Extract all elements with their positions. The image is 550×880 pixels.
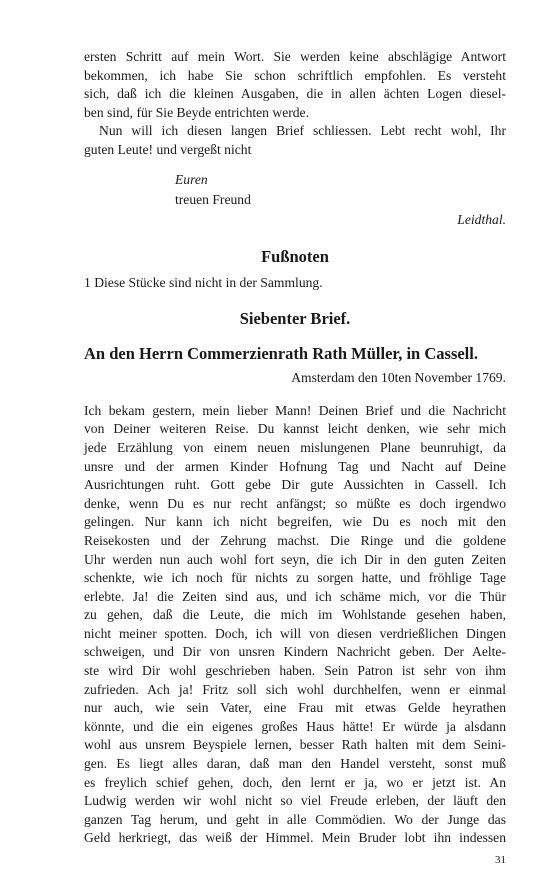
text-line: Nun will ich diesen langen Brief schliessen. Lebt recht wohl, Ihr [99,123,506,139]
text-line: Ich bekam gestern, mein lieber Mann! Deinen Brief und die Nachricht [84,402,506,418]
letter-address: An den Herrn Commerzienrath Rath Müller, in Cassell. [84,344,478,364]
text-line: gelingen. Nur kann ich nicht begreifen, wie Du es noch mit den [84,514,506,530]
footnotes-heading: Fußnoten [261,246,329,266]
text-line: sich, daß ich die kleinen Ausgaben, die in allen ächten Logen diesel- [84,86,506,102]
text-line: es freylich schief gehen, doch, den lernt er ja, wo er jetzt ist. An [84,774,506,790]
letter-title: Siebenter Brief. [239,309,351,329]
text-line: könnte, und die ein eigenes großes Haus hätte! Er würde ja alsdann [84,718,506,734]
text-line: bekommen, ich habe Sie schon schriftlich empfohlen. Es versteht [84,67,506,83]
page-content [84,48,506,848]
closing-signature: Leidthal. [457,211,506,227]
page-number: 31 [495,854,506,866]
text-line: wohl aus unsrem Beyspiele lernen, besser Rath halten mit dem Seini- [84,737,506,753]
letter-paragraph [84,402,506,848]
text-line: Ludwig werden wir wohl nicht so viel Freude erleben, der läuft den [84,793,506,809]
text-line: nur auch, wie sein Vater, eine Frau mit etwas Gelde heyrathen [84,700,506,716]
text-line: ganzen Tag herum, und geht in alle Commödien. Wo der Junge das [84,811,506,827]
letter-closing [84,170,506,230]
text-line: ben sind, für Sie Beyde entrichten werde. [84,104,309,120]
text-line: ste wird Dir wohl geschrieben haben. Sein Patron ist sehr von ihm [84,663,506,679]
text-line: zufrieden. Ach ja! Fritz soll sich wohl durchhelfen, wenn er einmal [84,681,506,697]
text-block [84,122,506,159]
text-line: jede Erzählung von einem neuen mislungenen Plane beunruhigt, da [84,439,506,455]
text-line: zu gehen, daß die Leute, die mich im Wohlstande gesehen haben, [84,607,506,623]
text-line: Ausrichtungen ruht. Gott gebe Dir gute Aussichten in Cassell. Ich [84,477,506,493]
text-line: guten Leute! und vergeßt nicht [84,141,252,157]
text-line: Geld herkriegt, das weiß der Himmel. Mein Bruder lobt ihn indessen [84,830,506,846]
text-line: erlebte. Ja! die Zeiten sind aus, und ich schäme mich, vor die Thür [84,588,506,604]
text-line: ersten Schritt auf mein Wort. Sie werden keine abschlägige Antwort [84,49,506,64]
closing-phrase: treuen Freund [175,191,251,207]
text-line: schweigen, und Dir von unsren Kindern Nachricht geben. Der Aelte- [84,644,506,660]
text-line: unsre und der armen Kinder Hofnung Tag und Nacht auf Deine [84,458,506,474]
text-line: schenkte, wie ich noch für nichts zu sorgen hatte, und fröhlige Tage [84,570,506,586]
text-line: Reisekosten und der Zehrung machst. Die Ringe und die goldene [84,532,506,548]
text-line: von Deiner weiteren Reise. Du kannst leicht denken, wie sehr mich [84,421,506,437]
text-block [84,48,506,122]
text-line: nicht meiner spotten. Doch, ich will von diesen verdrießlichen Dingen [84,625,506,641]
text-line: Uhr werden nun auch wohl fort seyn, die ich Dir in den guten Zeiten [84,551,506,567]
text-line: gen. Es liegt alles daran, daß man den Handel versteht, sonst muß [84,756,506,772]
footnote-item: 1 Diese Stücke sind nicht in der Sammlung. [84,274,323,290]
letter-body [84,402,506,848]
closing-salutation: Euren [175,171,208,187]
continuation-paragraph [84,48,506,160]
text-line: denke, wenn Du es nur recht anfängst; so müßte es doch irgendwo [84,495,506,511]
letter-dateline: Amsterdam den 10ten November 1769. [291,370,506,386]
